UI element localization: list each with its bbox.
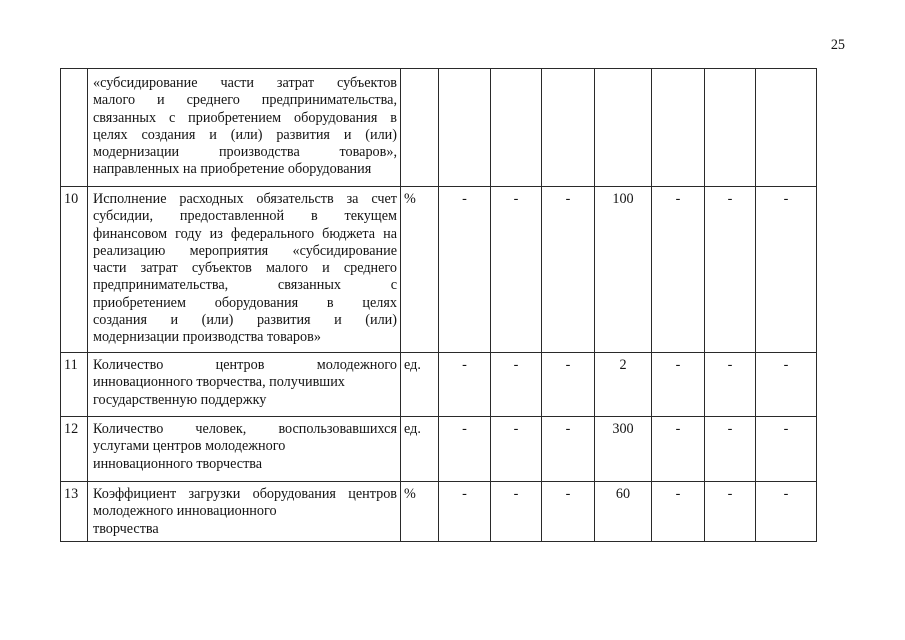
value-cell: - [491,187,542,353]
value-cell: - [542,353,595,417]
indicator-text [88,69,401,187]
indicator-line: финансовом году из федерального бюджета на [93,225,397,242]
unit-cell: % [401,187,439,353]
value-cell: - [652,417,705,482]
data-table [60,68,817,542]
value-cell: - [652,187,705,353]
page-number: 25 [830,37,845,53]
indicator-line: связанных с приобретением оборудования в [93,109,397,126]
unit-cell [401,69,439,187]
value-cell: - [439,187,491,353]
value-cell: - [756,353,817,417]
indicator-line: услугами центров молодежного [93,438,286,455]
value-cell: - [652,482,705,542]
indicator-text [88,482,401,542]
indicator-text [88,187,401,353]
indicator-line: Исполнение расходных обязательств за счет [93,191,397,207]
indicator-line: предпринимательства, связанных с [93,277,397,294]
indicator-line: малого и среднего предпринимательства, [93,92,397,109]
indicator-line: субсидии, предоставленной в текущем [93,208,397,225]
value-cell: - [542,482,595,542]
indicator-line: части затрат субъектов малого и среднего [93,260,397,277]
table-row [61,353,817,417]
table-row [61,187,817,353]
table-row [61,417,817,482]
value-cell: - [756,482,817,542]
value-cell: - [705,482,756,542]
row-number: 13 [61,482,88,542]
value-cell [595,69,652,187]
value-cell [756,69,817,187]
indicator-line: Количество человек, воспользовавшихся [93,421,397,437]
value-cell [705,69,756,187]
indicator-line: творчества [93,520,159,537]
row-number: 12 [61,417,88,482]
indicator-line: «субсидирование части затрат субъектов [93,75,397,91]
value-cell: - [439,417,491,482]
value-cell [542,69,595,187]
unit-cell: % [401,482,439,542]
value-cell: - [491,417,542,482]
indicator-line: модернизации производства товаров», [93,144,397,161]
row-number [61,69,88,187]
indicator-line: целях создания и (или) развития и (или) [93,126,397,143]
value-cell: - [542,187,595,353]
value-cell: - [705,353,756,417]
indicator-line: модернизации производства товаров» [93,329,321,346]
value-cell: - [439,482,491,542]
indicator-line: реализацию мероприятия «субсидирование [93,242,397,259]
indicator-text [88,353,401,417]
unit-cell: ед. [401,417,439,482]
value-cell: - [542,417,595,482]
indicator-line: инновационного творчества [93,455,263,472]
value-cell: 60 [595,482,652,542]
indicator-line: молодежного инновационного [93,503,277,520]
value-cell [439,69,491,187]
value-cell: 300 [595,417,652,482]
value-cell: - [756,417,817,482]
indicator-text [88,417,401,482]
indicator-line: направленных на приобретение оборудования [93,161,372,178]
indicator-line: инновационного творчества, получивших [93,374,345,391]
value-cell: - [491,482,542,542]
indicator-line: создания и (или) развития и (или) [93,312,397,329]
indicator-line: государственную поддержку [93,391,267,408]
unit-cell: ед. [401,353,439,417]
table-row [61,69,817,187]
value-cell: - [705,187,756,353]
value-cell: - [705,417,756,482]
indicator-line: приобретением оборудования в целях [93,294,397,311]
value-cell: - [652,353,705,417]
row-number: 11 [61,353,88,417]
row-number: 10 [61,187,88,353]
value-cell: - [439,353,491,417]
value-cell [491,69,542,187]
indicator-line: Коэффициент загрузки оборудования центров [93,486,397,502]
value-cell: - [491,353,542,417]
indicator-line: Количество центров молодежного [93,357,397,373]
value-cell [652,69,705,187]
value-cell: 100 [595,187,652,353]
value-cell: - [756,187,817,353]
table-row [61,482,817,542]
value-cell: 2 [595,353,652,417]
